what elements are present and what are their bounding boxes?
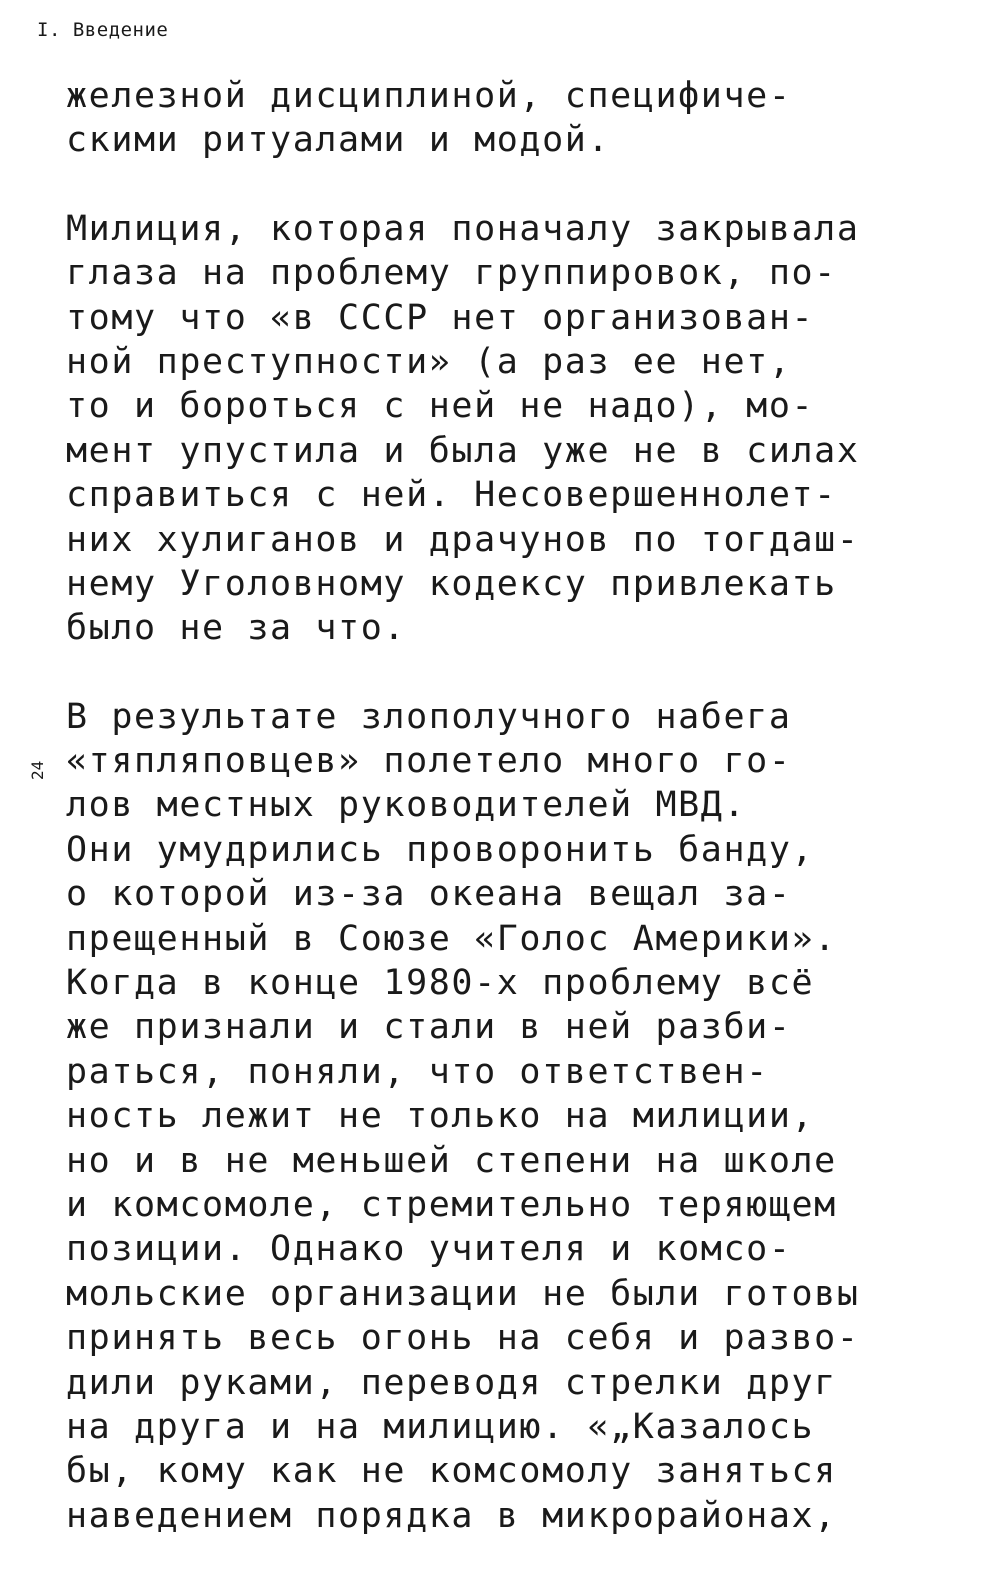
text-line: на друга и на милицию. «„Казалось: [66, 1406, 815, 1447]
page-number: 24: [28, 760, 47, 780]
text-line: наведением порядка в микрорайонах,: [66, 1495, 837, 1536]
text-line: и комсомоле, стремительно теряющем: [66, 1184, 837, 1225]
paragraph: [66, 695, 986, 1538]
text-line: глаза на проблему группировок, по-: [66, 253, 837, 294]
text-line: тому что «в СССР нет организован-: [66, 297, 815, 338]
text-line: раться, поняли, что ответствен-: [66, 1051, 769, 1092]
running-head: I. Введение: [37, 19, 169, 41]
text-line: принять весь огонь на себя и разво-: [66, 1318, 860, 1359]
text-line: В результате злополучного набега: [66, 696, 792, 737]
text-line: лов местных руководителей МВД.: [66, 785, 747, 826]
text-line: ной преступности» (а раз ее нет,: [66, 341, 792, 382]
text-line: мольские организации не были готовы: [66, 1273, 860, 1314]
text-line: «тяпляповцев» полетело много го-: [66, 741, 792, 782]
text-line: то и бороться с ней не надо), мо-: [66, 386, 815, 427]
text-line: нему Уголовному кодексу привлекать: [66, 563, 837, 604]
text-line: ность лежит не только на милиции,: [66, 1096, 815, 1137]
paragraph: [66, 207, 986, 651]
text-line: было не за что.: [66, 608, 407, 649]
text-line: бы, кому как не комсомолу заняться: [66, 1451, 837, 1492]
text-line: справиться с ней. Несовершеннолет-: [66, 475, 837, 516]
paragraph: [66, 74, 986, 163]
text-line: Они умудрились проворонить банду,: [66, 829, 815, 870]
text-line: позиции. Однако учителя и комсо-: [66, 1229, 792, 1270]
text-line: Когда в конце 1980-х проблему всё: [66, 963, 815, 1004]
text-line: железной дисциплиной, специфиче-: [66, 76, 792, 116]
text-line: о которой из-за океана вещал за-: [66, 874, 792, 915]
text-line: скими ритуалами и модой.: [66, 120, 611, 161]
text-line: прещенный в Союзе «Голос Америки».: [66, 918, 837, 959]
text-line: дили руками, переводя стрелки друг: [66, 1362, 837, 1403]
text-line: но и в не меньшей степени на школе: [66, 1140, 837, 1181]
body-text: [66, 74, 986, 1582]
text-line: мент упустила и была уже не в силах: [66, 430, 860, 471]
text-line: Милиция, которая поначалу закрывала: [66, 208, 860, 249]
text-line: же признали и стали в ней разби-: [66, 1007, 792, 1048]
text-line: них хулиганов и драчунов по тогдаш-: [66, 519, 860, 560]
